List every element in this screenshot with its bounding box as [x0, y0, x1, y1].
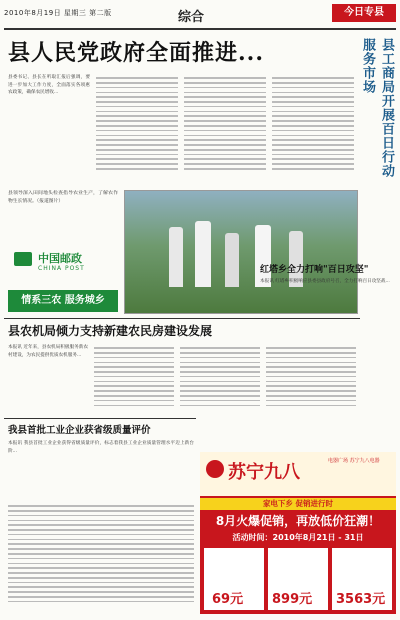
article2-body-col4 [266, 344, 356, 414]
post-logo-en: CHINA POST [38, 265, 85, 272]
ad-tagline2: 8月火爆促销，再放低价狂潮！ [215, 514, 381, 528]
article4-headline: 红塔乡全力打响"百日攻坚" [260, 265, 369, 275]
lead-body-col3 [184, 74, 266, 182]
photo-person [169, 227, 183, 287]
issue-meta: 2010年8月19日 星期三 第二版 [4, 9, 112, 17]
masthead-logo: 今日专县 [332, 4, 396, 22]
article4-body: 本报讯 红塔乡积极响应县委县政府号召，全力打响百日攻坚战... [260, 279, 390, 284]
section-divider [4, 418, 196, 419]
section-title: 综合 [178, 10, 205, 25]
article2-body-col1: 本报讯 近年来，县农机局积极服务新农村建设，为农民提供优质农机服务... [8, 345, 88, 358]
ad-price-2: 899元 [272, 592, 313, 607]
photo-person [225, 233, 239, 287]
ad-title: 苏宁九八 [228, 462, 300, 483]
sidebar-vertical-title: 县工商局开展百日行动服务市场 [360, 38, 394, 178]
post-slogan: 情系三农 服务城乡 [8, 290, 118, 312]
post-emblem-icon [14, 252, 32, 266]
china-post-logo [8, 248, 118, 288]
ad-logo-icon [206, 460, 224, 478]
article3-body: 本报讯 我县首批工业企业获得省级质量评价，标志着我县工业企业质量管理水平迈上新台阶... [8, 441, 194, 454]
ad-tagline3: 活动时间：2010年8月21日 - 31日 [232, 533, 364, 542]
article3-body-cont [8, 502, 194, 614]
article2-body-col3 [180, 344, 260, 414]
article3-headline: 我县首批工业企业获省级质量评价 [8, 425, 151, 436]
post-logo-text: 中国邮政 [38, 252, 82, 265]
article2-headline: 县农机局倾力支持新建农民房建设发展 [8, 324, 213, 338]
section-divider [4, 318, 360, 319]
lead-body-col1: 县委书记、县长在听取汇报后强调，要进一步加大工作力度，全面落实各项惠农政策，确保农民增收... [8, 75, 90, 96]
advertisement[interactable] [200, 452, 396, 614]
lead-body-col2 [96, 74, 178, 182]
ad-price-1: 69元 [212, 592, 244, 607]
lead-body-col4 [272, 74, 354, 182]
photo-caption: 县领导深入田间地头检查指导农业生产，了解农作物生长情况。（报道图片） [8, 191, 118, 204]
ad-tagline1: 家电下乡 促销进行时 [200, 498, 396, 510]
lead-headline: 县人民党政府全面推进... [8, 40, 264, 66]
page-header [0, 0, 400, 30]
article2-body-col2 [94, 344, 174, 414]
header-rule [4, 28, 396, 30]
photo-person [195, 221, 211, 287]
ad-price-3: 3563元 [336, 592, 386, 607]
ad-store-info: 电器广场 苏宁九八电器 [328, 458, 380, 464]
ad-header [200, 452, 396, 496]
